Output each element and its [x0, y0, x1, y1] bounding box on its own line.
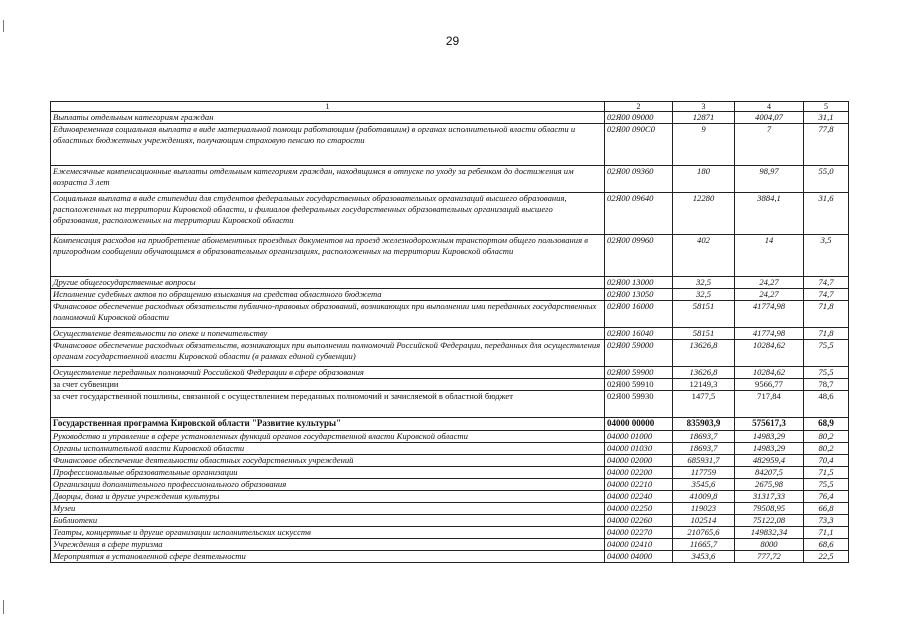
row-name-cell: Исполнение судебных актов по обращению взыскания на средства областного бюджета [51, 289, 605, 301]
row-actual-cell: 14 [735, 235, 804, 277]
row-name-cell: Другие общегосударственные вопросы [51, 277, 605, 289]
row-name-cell: Руководство и управление в сфере установленных функций органов государственной власти Кировской области [51, 431, 605, 443]
table-row [51, 112, 849, 124]
row-actual-cell: 10284,62 [735, 367, 804, 379]
row-code-cell: 04000 02410 [605, 539, 673, 551]
table-row [51, 443, 849, 455]
row-code-cell: 02Я00 09000 [605, 112, 673, 124]
row-name-cell: Осуществление деятельности по опеке и попечительству [51, 328, 605, 340]
row-percent-cell: 55,0 [804, 166, 849, 193]
row-actual-cell: 98,97 [735, 166, 804, 193]
row-code-cell: 02Я00 59000 [605, 340, 673, 367]
row-plan-cell: 13626,8 [673, 367, 735, 379]
row-percent-cell: 71,8 [804, 328, 849, 340]
row-code-cell: 02Я00 16000 [605, 301, 673, 328]
row-actual-cell: 31317,33 [735, 491, 804, 503]
row-actual-cell: 2675,98 [735, 479, 804, 491]
row-plan-cell: 18693,7 [673, 431, 735, 443]
column-header: 1 [51, 102, 605, 112]
table-row [51, 277, 849, 289]
row-code-cell: 02Я00 090С0 [605, 124, 673, 166]
row-name-cell: Социальная выплата в виде стипендии для студентов федеральных государственных образовательных организаций высшего образования, расположенных на территории Кировской области, и филиалов федеральных государственных образовательных организаций высшего образования, расположенных на территории Кировской области [51, 193, 605, 235]
row-plan-cell: 41009,8 [673, 491, 735, 503]
table-row [51, 467, 849, 479]
row-code-cell: 04000 01000 [605, 431, 673, 443]
row-plan-cell: 12280 [673, 193, 735, 235]
row-name-cell: за счет государственной пошлины, связанной с осуществлением переданных полномочий и зачисляемой в областной бюджет [51, 391, 605, 418]
row-name-cell: Ежемесячные компенсационные выплаты отдельным категориям граждан, находящимся в отпуске по уходу за ребенком до достижения им возраста 3 лет [51, 166, 605, 193]
table-header-row [51, 102, 849, 112]
row-code-cell: 04000 01030 [605, 443, 673, 455]
row-percent-cell: 31,1 [804, 112, 849, 124]
table-row [51, 379, 849, 391]
row-actual-cell: 149832,34 [735, 527, 804, 539]
row-percent-cell: 78,7 [804, 379, 849, 391]
table-row [51, 391, 849, 418]
row-percent-cell: 71,5 [804, 467, 849, 479]
row-name-cell: Финансовое обеспечение расходных обязательств публично-правовых образований, возникающих при выполнении ими переданных государственных полномочий Кировской области [51, 301, 605, 328]
row-actual-cell: 41774,98 [735, 328, 804, 340]
row-code-cell: 04000 02270 [605, 527, 673, 539]
table-row [51, 124, 849, 166]
table-row [51, 166, 849, 193]
row-plan-cell: 102514 [673, 515, 735, 527]
row-code-cell: 02Я00 09640 [605, 193, 673, 235]
row-code-cell: 02Я00 59900 [605, 367, 673, 379]
row-percent-cell: 80,2 [804, 431, 849, 443]
row-percent-cell: 75,5 [804, 479, 849, 491]
table-row [51, 515, 849, 527]
row-percent-cell: 68,6 [804, 539, 849, 551]
row-plan-cell: 18693,7 [673, 443, 735, 455]
row-actual-cell: 575617,3 [735, 418, 804, 431]
row-plan-cell: 32,5 [673, 289, 735, 301]
row-percent-cell: 31,6 [804, 193, 849, 235]
table-row [51, 539, 849, 551]
row-plan-cell: 835903,9 [673, 418, 735, 431]
row-plan-cell: 58151 [673, 301, 735, 328]
row-code-cell: 02Я00 09960 [605, 235, 673, 277]
row-plan-cell: 210765,6 [673, 527, 735, 539]
row-name-cell: Театры, концертные и другие организации исполнительских искусств [51, 527, 605, 539]
row-plan-cell: 9 [673, 124, 735, 166]
row-percent-cell: 3,5 [804, 235, 849, 277]
row-name-cell: Библиотеки [51, 515, 605, 527]
row-percent-cell: 68,9 [804, 418, 849, 431]
table-row [51, 340, 849, 367]
row-code-cell: 02Я00 09360 [605, 166, 673, 193]
table-row [51, 479, 849, 491]
row-percent-cell: 75,5 [804, 340, 849, 367]
row-actual-cell: 84207,5 [735, 467, 804, 479]
row-code-cell: 02Я00 59930 [605, 391, 673, 418]
row-plan-cell: 3453,6 [673, 551, 735, 563]
row-percent-cell: 73,3 [804, 515, 849, 527]
row-actual-cell: 777,72 [735, 551, 804, 563]
row-percent-cell: 77,8 [804, 124, 849, 166]
left-margin-mark [3, 600, 4, 614]
row-actual-cell: 717,84 [735, 391, 804, 418]
row-name-cell: Музеи [51, 503, 605, 515]
row-actual-cell: 3884,1 [735, 193, 804, 235]
row-percent-cell: 66,8 [804, 503, 849, 515]
row-code-cell: 04000 02250 [605, 503, 673, 515]
row-code-cell: 02Я00 59910 [605, 379, 673, 391]
row-actual-cell: 9566,77 [735, 379, 804, 391]
column-header: 5 [804, 102, 849, 112]
table-row [51, 503, 849, 515]
row-percent-cell: 74,7 [804, 277, 849, 289]
table-row [51, 418, 849, 431]
row-name-cell: Органы исполнительной власти Кировской области [51, 443, 605, 455]
table-row [51, 367, 849, 379]
row-code-cell: 04000 00000 [605, 418, 673, 431]
row-name-cell: Организации дополнительного профессионального образования [51, 479, 605, 491]
row-percent-cell: 80,2 [804, 443, 849, 455]
table-row [51, 431, 849, 443]
column-header: 2 [605, 102, 673, 112]
table-row [51, 235, 849, 277]
table-row [51, 491, 849, 503]
row-actual-cell: 24,27 [735, 277, 804, 289]
row-actual-cell: 10284,62 [735, 340, 804, 367]
left-margin-mark [3, 20, 4, 32]
row-code-cell: 02Я00 13000 [605, 277, 673, 289]
row-code-cell: 04000 02200 [605, 467, 673, 479]
row-name-cell: Дворцы, дома и другие учреждения культуры [51, 491, 605, 503]
row-code-cell: 02Я00 16040 [605, 328, 673, 340]
row-code-cell: 04000 02210 [605, 479, 673, 491]
row-plan-cell: 13626,8 [673, 340, 735, 367]
row-actual-cell: 4004,07 [735, 112, 804, 124]
row-actual-cell: 24,27 [735, 289, 804, 301]
row-actual-cell: 41774,98 [735, 301, 804, 328]
column-header: 3 [673, 102, 735, 112]
row-percent-cell: 74,7 [804, 289, 849, 301]
row-actual-cell: 14983,29 [735, 443, 804, 455]
row-name-cell: за счет субвенции [51, 379, 605, 391]
row-plan-cell: 180 [673, 166, 735, 193]
row-plan-cell: 11665,7 [673, 539, 735, 551]
row-actual-cell: 75122,08 [735, 515, 804, 527]
column-header: 4 [735, 102, 804, 112]
row-plan-cell: 119023 [673, 503, 735, 515]
row-percent-cell: 22,5 [804, 551, 849, 563]
row-plan-cell: 1477,5 [673, 391, 735, 418]
row-actual-cell: 14983,29 [735, 431, 804, 443]
table-row [51, 328, 849, 340]
row-percent-cell: 71,8 [804, 301, 849, 328]
table-row [51, 551, 849, 563]
table-row [51, 455, 849, 467]
row-plan-cell: 402 [673, 235, 735, 277]
table-body [51, 112, 849, 563]
row-actual-cell: 79508,95 [735, 503, 804, 515]
row-code-cell: 04000 02260 [605, 515, 673, 527]
row-name-cell: Учреждения в сфере туризма [51, 539, 605, 551]
row-percent-cell: 75,5 [804, 367, 849, 379]
row-name-cell: Единовременная социальная выплата в виде материальной помощи работающим (работавшим) в органах исполнительной власти области и областных бюджетных учреждениях, получающим страховую пенсию по старости [51, 124, 605, 166]
row-plan-cell: 117759 [673, 467, 735, 479]
row-plan-cell: 3545,6 [673, 479, 735, 491]
page-number: 29 [445, 34, 460, 48]
row-name-cell: Компенсация расходов на приобретение абонементных проездных документов на проезд железнодорожным транспортом общего пользования в пригородном сообщении обучающимся в образовательных организациях, расположенных на территории Кировской области [51, 235, 605, 277]
table-row [51, 527, 849, 539]
row-plan-cell: 12149,3 [673, 379, 735, 391]
row-percent-cell: 70,4 [804, 455, 849, 467]
row-plan-cell: 32,5 [673, 277, 735, 289]
row-name-cell: Государственная программа Кировской области "Развитие культуры" [51, 418, 605, 431]
row-name-cell: Финансовое обеспечение расходных обязательств, возникающих при выполнении полномочий Российской Федерации, переданных для осуществления органам государственной власти Кировской области (в рамках единой субвенции) [51, 340, 605, 367]
row-actual-cell: 7 [735, 124, 804, 166]
row-code-cell: 04000 02240 [605, 491, 673, 503]
row-name-cell: Выплаты отдельным категориям граждан [51, 112, 605, 124]
row-percent-cell: 76,4 [804, 491, 849, 503]
budget-table [50, 101, 849, 563]
row-code-cell: 04000 04000 [605, 551, 673, 563]
row-actual-cell: 8000 [735, 539, 804, 551]
row-name-cell: Мероприятия в установленной сфере деятельности [51, 551, 605, 563]
row-plan-cell: 685931,7 [673, 455, 735, 467]
row-plan-cell: 58151 [673, 328, 735, 340]
row-plan-cell: 12871 [673, 112, 735, 124]
row-code-cell: 04000 02000 [605, 455, 673, 467]
row-name-cell: Финансовое обеспечение деятельности областных государственных учреждений [51, 455, 605, 467]
row-percent-cell: 48,6 [804, 391, 849, 418]
row-percent-cell: 71,1 [804, 527, 849, 539]
row-code-cell: 02Я00 13050 [605, 289, 673, 301]
table-row [51, 193, 849, 235]
row-name-cell: Профессиональные образовательные организации [51, 467, 605, 479]
table-row [51, 301, 849, 328]
row-actual-cell: 482959,4 [735, 455, 804, 467]
row-name-cell: Осуществление переданных полномочий Российской Федерации в сфере образования [51, 367, 605, 379]
table-row [51, 289, 849, 301]
